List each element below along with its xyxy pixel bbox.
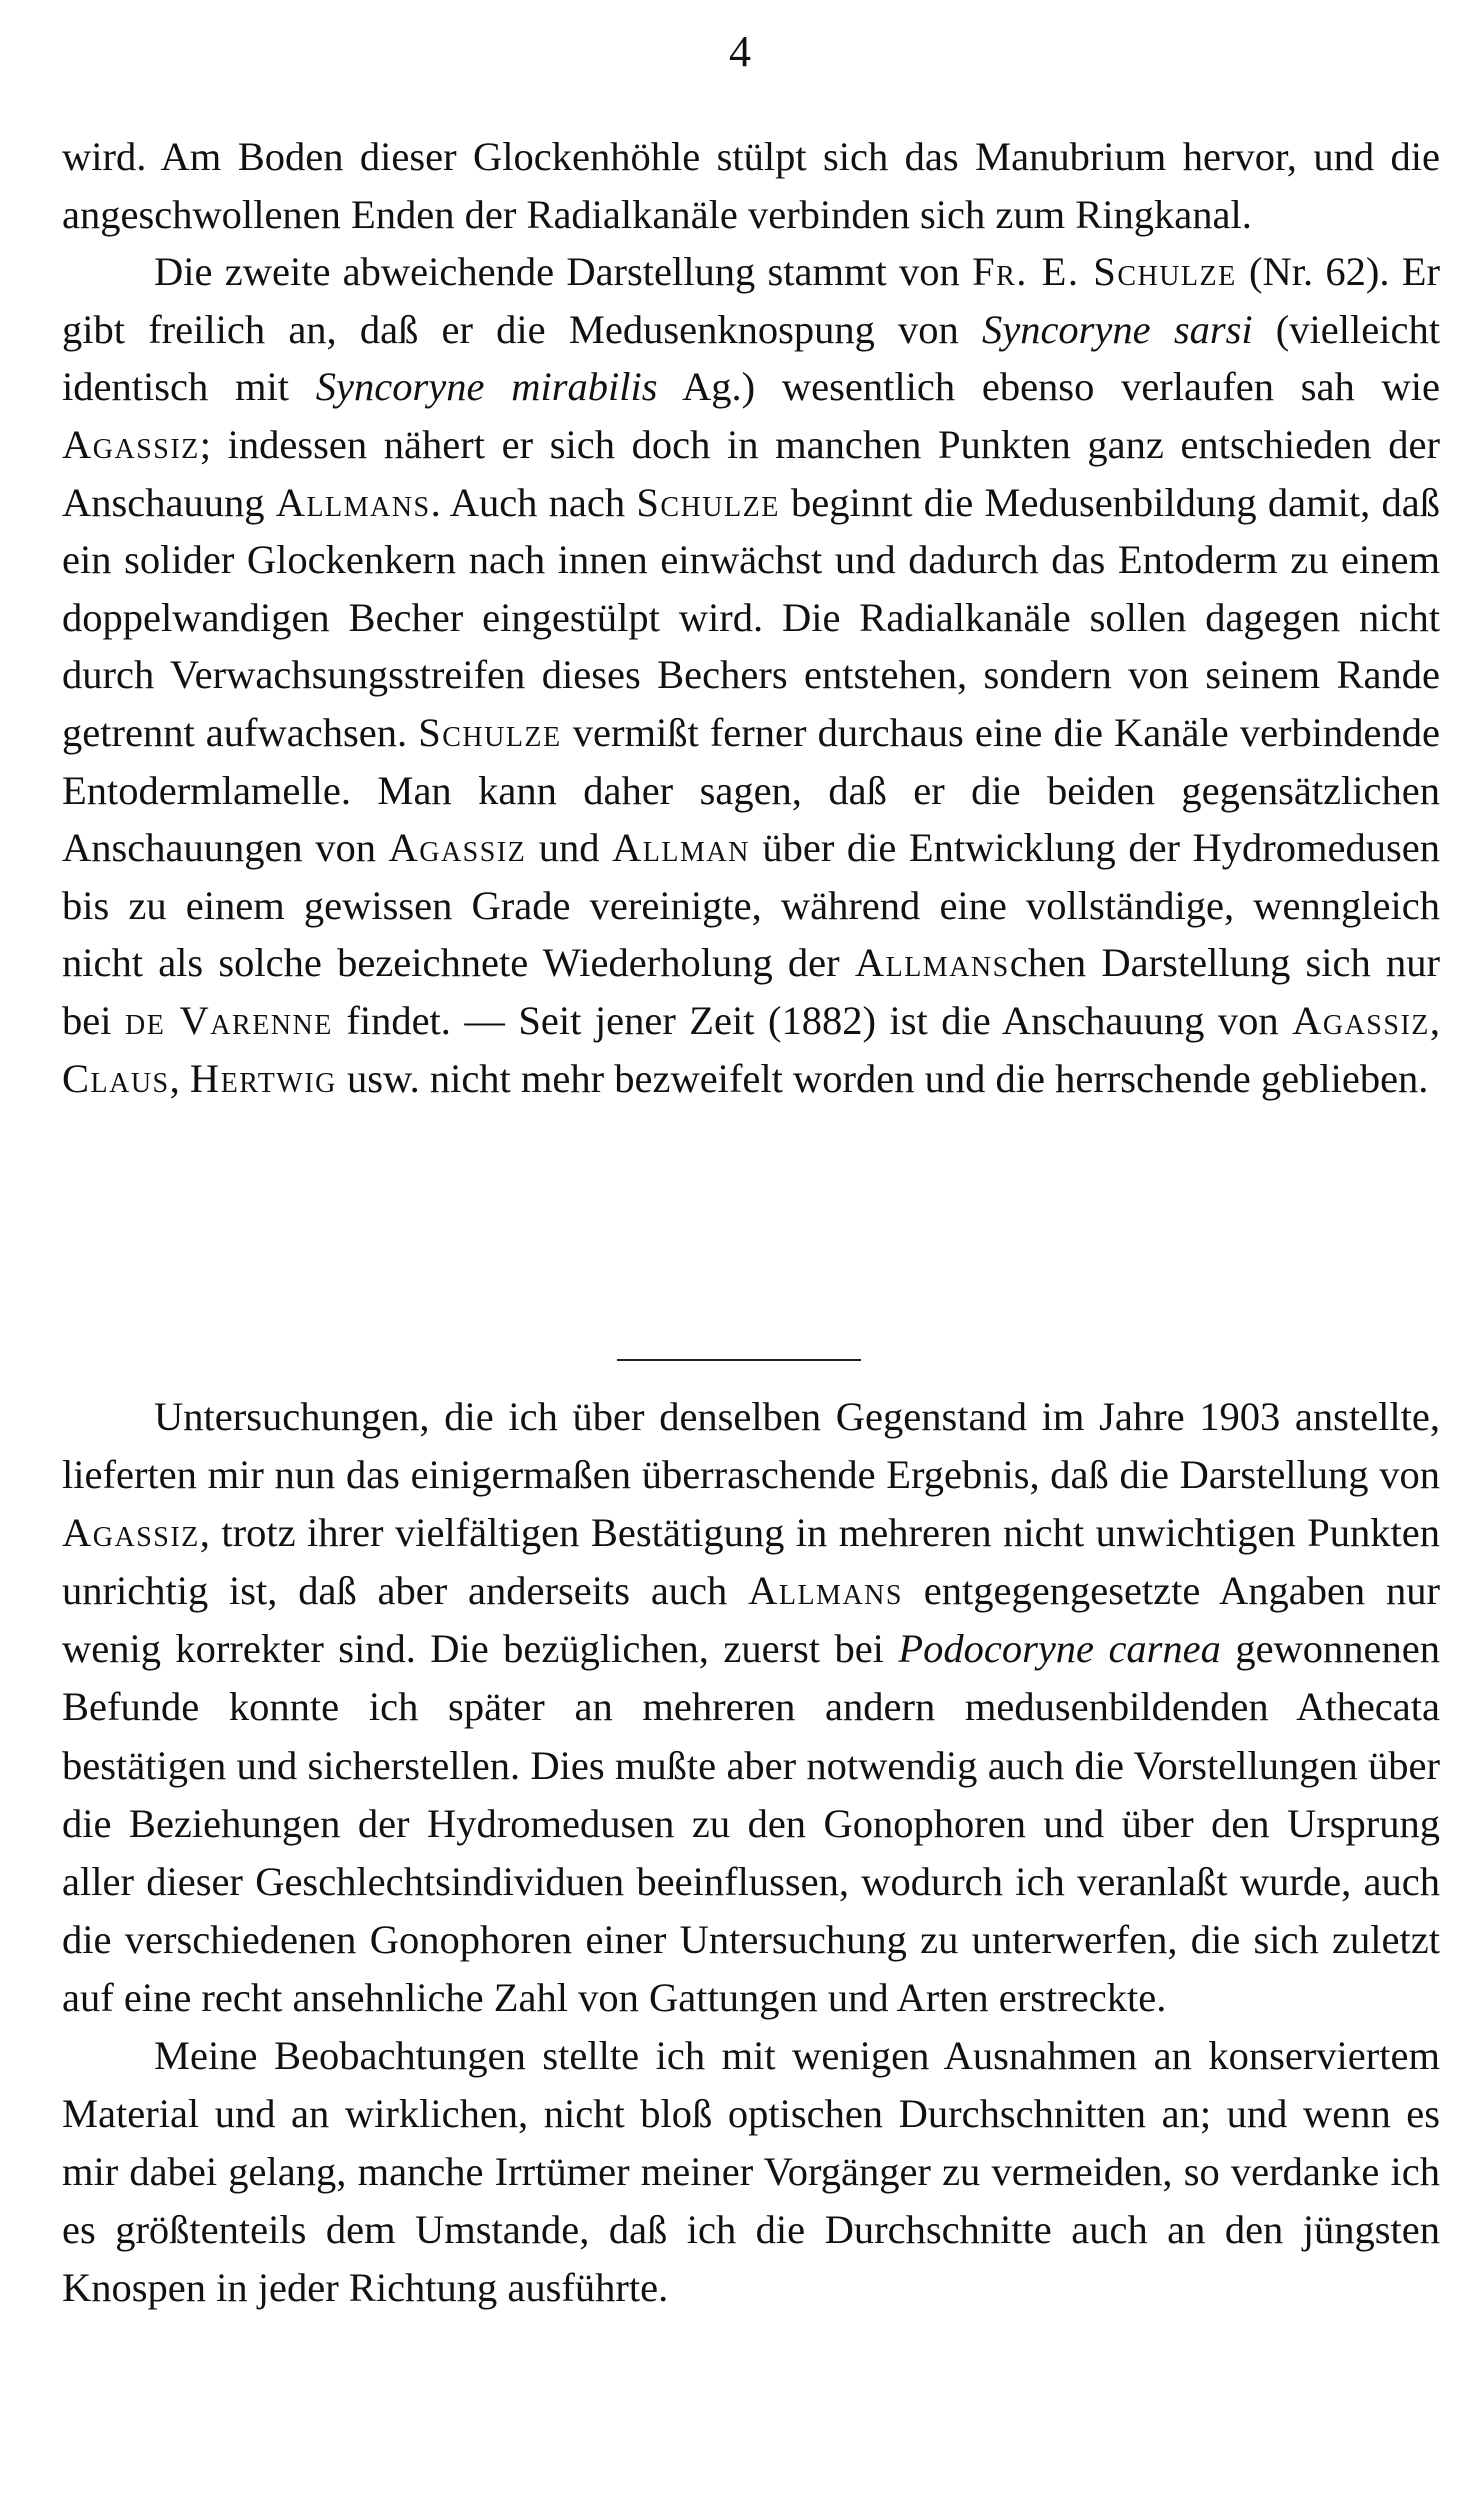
text-span: , <box>1429 997 1440 1043</box>
section-divider <box>617 1359 861 1361</box>
text-span: ; indessen nähert er sich doch in manchen Punkten ganz entschieden der Anschauung <box>62 421 1440 525</box>
text-span: über die Entwicklung der Hydromedusen bis zu einem gewissen Grade vereinigte, während eine vollständige, wenngleich nicht als solche bezeichnete Wiederholung der <box>62 825 1441 986</box>
text-span: und <box>526 825 613 871</box>
text-span: Untersuchungen, die ich über denselben Gegenstand im Jahre 1903 anstellte, lieferten mir nun das einigermaßen überraschende Ergebnis, daß die Darstellung von <box>62 1394 1440 1498</box>
author-name: Allmans <box>854 940 1010 986</box>
text-span: chen Darstellung sich nur bei <box>62 940 1440 1043</box>
text-span: usw. nicht mehr bezweifelt worden und die herrschende geblieben. <box>336 1055 1429 1101</box>
text-span: , trotz ihrer vielfältigen Bestätigung in mehreren nicht unwichtigen Punkten unrichtig ist, daß aber anderseits auch <box>62 1510 1440 1614</box>
author-name: Allmans <box>275 479 431 525</box>
text-span: (vielleicht identisch mit <box>62 306 1440 410</box>
author-name: Allmans <box>748 1568 903 1614</box>
author-name: Schulze <box>636 479 780 525</box>
author-name: Fr. E. Schulze <box>972 249 1237 295</box>
text-span: gewonnenen Befunde konnte ich später an mehreren andern medusenbildenden Athecata bestätigen und sicherstellen. Dies mußte aber notwendig auch die Vorstellungen über die Beziehungen der Hydromedusen zu den Gonophoren und über den Ursprung aller dieser Geschlechtsindividuen beeinflussen, wodurch ich veranlaßt wurde, auch die verschiedenen Gonophoren einer Untersuchung zu unterwerfen, die sich zuletzt auf eine recht ansehnliche Zahl von Gattungen und Arten erstreckte. <box>62 1626 1441 2020</box>
author-name: Schulze <box>418 709 562 755</box>
text-span: , <box>169 1055 190 1101</box>
species-name: Podocoryne carnea <box>898 1626 1221 1672</box>
text-block-upper <box>62 128 1440 1107</box>
paragraph-investigations <box>62 1388 1440 2027</box>
text-span: (Nr. 62). Er gibt freilich an, daß er die Medusenknospung von <box>62 249 1440 352</box>
text-span: beginnt die Medusenbildung damit, daß ein solider Glockenkern nach innen einwächst und dadurch das Entoderm zu einem doppelwandigen Becher eingestülpt wird. Die Radialkanäle sollen dagegen nicht durch Verwachsungsstreifen dieses Bechers entstehen, sondern von seinem Rande getrennt aufwachsen. <box>62 479 1440 755</box>
text-block-lower <box>62 1388 1440 2318</box>
species-name: Syncoryne mirabilis <box>315 364 658 410</box>
species-name: Syncoryne sarsi <box>981 306 1253 352</box>
author-name: de Varenne <box>124 997 333 1043</box>
author-name: Agassiz <box>1292 997 1430 1043</box>
text-span: . Auch nach <box>430 479 637 525</box>
text-span: Die zweite abweichende Darstellung stammt von <box>154 249 973 295</box>
text-span: entgegengesetzte Angaben nur wenig korrekter sind. Die bezüglichen, zuerst bei <box>62 1568 1440 1672</box>
author-name: Agassiz <box>62 1510 200 1556</box>
author-name: Agassiz <box>62 421 200 467</box>
text-span: vermißt ferner durchaus eine die Kanäle verbindende Entodermlamelle. Man kann daher sagen, daß er die beiden gegensätzlichen Anschauungen von <box>62 709 1441 871</box>
author-name: Hertwig <box>189 1055 337 1101</box>
author-name: Agassiz <box>388 825 527 871</box>
author-name: Allman <box>612 825 750 871</box>
text-span: findet. — Seit jener Zeit (1882) ist die Anschauung von <box>332 997 1293 1043</box>
page-number: 4 <box>729 27 751 76</box>
paragraph-schulze <box>62 243 1440 1107</box>
text-span: Ag.) wesentlich ebenso verlaufen sah wie <box>657 364 1440 410</box>
paragraph-continuation: wird. Am Boden dieser Glockenhöhle stülpt sich das Manubrium hervor, und die angeschwollenen Enden der Radialkanäle verbinden sich zum Ringkanal. <box>62 134 1440 237</box>
author-name: Claus <box>62 1055 170 1101</box>
paragraph-observations: Meine Beobachtungen stellte ich mit wenigen Ausnahmen an konserviertem Material und an wirklichen, nicht bloß optischen Durchschnitten an; und wenn es mir dabei gelang, manche Irrtümer meiner Vorgänger zu vermeiden, so verdanke ich es größtenteils dem Umstande, daß ich die Durchschnitte auch an den jüngsten Knospen in jeder Richtung ausführte. <box>62 2033 1440 2311</box>
